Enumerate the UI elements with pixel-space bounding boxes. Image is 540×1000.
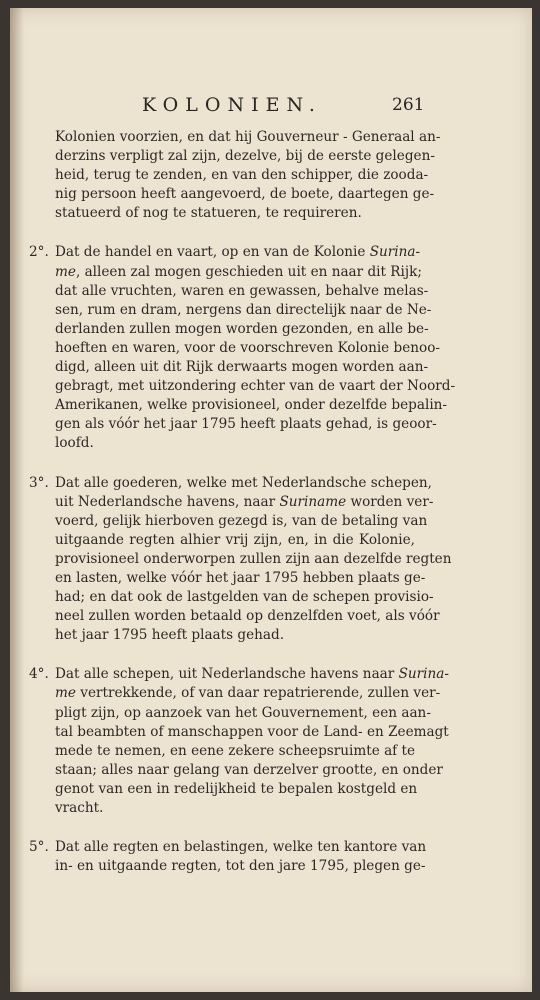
text-line: derlanden zullen mogen worden gezonden, en alle be- xyxy=(55,320,429,337)
text-line: had; en dat ook de lastgelden van de schepen provisio- xyxy=(55,589,434,606)
text-line: me, alleen zal mogen geschieden uit en naar dit Rijk; xyxy=(55,263,422,280)
text-line: staan; alles naar gelang van derzelver grootte, en onder xyxy=(55,761,443,778)
text-line: provisioneel onderworpen zullen zijn aan dezelfde regten xyxy=(55,550,452,567)
page-spine-shadow xyxy=(10,8,24,992)
paragraph-continuation xyxy=(55,128,441,223)
running-title: KOLONIEN. xyxy=(142,94,322,116)
article-number: 4°. xyxy=(29,666,49,683)
text-line: uit Nederlandsche havens, naar Suriname worden ver- xyxy=(55,493,434,510)
text-line: hoeften en waren, voor de voorschreven Kolonie benoo- xyxy=(55,339,441,356)
text-line: me vertrekkende, of van daar repatrierende, zullen ver- xyxy=(55,685,441,702)
text-line: mede te nemen, en eene zekere scheepsruimte af te xyxy=(55,742,416,759)
text-line: Dat alle goederen, welke met Nederlandsche schepen, xyxy=(55,474,432,491)
running-head xyxy=(10,94,532,120)
text-line: statueerd of nog te statueren, te requireren. xyxy=(55,205,362,222)
text-line: nig persoon heeft aangevoerd, de boete, daartegen ge- xyxy=(55,186,435,203)
text-line: en lasten, welke vóór het jaar 1795 hebben plaats ge- xyxy=(55,569,426,586)
article-number: 3°. xyxy=(29,474,49,491)
text-line: Dat de handel en vaart, op en van de Kolonie Surina- xyxy=(55,244,421,261)
text-line: in- en uitgaande regten, tot den jare 1795, plegen ge- xyxy=(55,858,426,875)
text-line: Amerikanen, welke provisioneel, onder dezelfde bepalin- xyxy=(55,397,448,414)
text-line: neel zullen worden betaald op denzelfden voet, als vóór xyxy=(55,608,440,625)
text-line: sen, rum en dram, nergens dan directelijk naar de Ne- xyxy=(55,301,432,318)
text-line: voerd, gelijk hierboven gezegd is, van de betaling van xyxy=(55,512,428,529)
text-line: Dat alle schepen, uit Nederlandsche havens naar Surina- xyxy=(55,666,449,683)
text-line: loofd. xyxy=(55,435,94,452)
text-line: digd, alleen uit dit Rijk derwaarts mogen worden aan- xyxy=(55,359,429,376)
body-text xyxy=(29,128,456,876)
paragraph-article-5 xyxy=(29,838,427,876)
book-page xyxy=(10,8,532,992)
text-line: gen als vóór het jaar 1795 heeft plaats gehad, is geoor- xyxy=(55,416,437,433)
paragraph-article-3 xyxy=(29,474,452,646)
paragraph-article-2 xyxy=(29,243,456,453)
article-number: 5°. xyxy=(29,839,49,856)
text-line: Dat alle regten en belastingen, welke ten kantore van xyxy=(55,839,427,856)
text-line: Kolonien voorzien, en dat hij Gouverneur - Generaal an- xyxy=(55,129,441,145)
text-line: het jaar 1795 heeft plaats gehad. xyxy=(55,627,285,644)
text-line: genot van een in redelijkheid te bepalen kostgeld en xyxy=(55,780,418,797)
text-line: uitgaande regten alhier vrij zijn, en, in die Kolonie, xyxy=(55,531,415,548)
article-number: 2°. xyxy=(29,244,49,261)
text-line: gebragt, met uitzondering echter van de vaart der Noord- xyxy=(55,378,456,395)
paragraph-article-4 xyxy=(29,665,449,818)
text-line: tal beambten of manschappen voor de Land- en Zeemagt xyxy=(55,723,449,740)
text-line: dat alle vruchten, waren en gewassen, behalve melas- xyxy=(55,282,429,299)
text-line: pligt zijn, op aanzoek van het Gouvernement, een aan- xyxy=(55,704,431,721)
text-line: vracht. xyxy=(55,800,104,816)
text-line: derzins verpligt zal zijn, dezelve, bij de eerste gelegen- xyxy=(55,148,435,165)
page-number: 261 xyxy=(392,95,425,115)
text-line: heid, terug te zenden, en van den schipper, die zooda- xyxy=(55,167,429,184)
